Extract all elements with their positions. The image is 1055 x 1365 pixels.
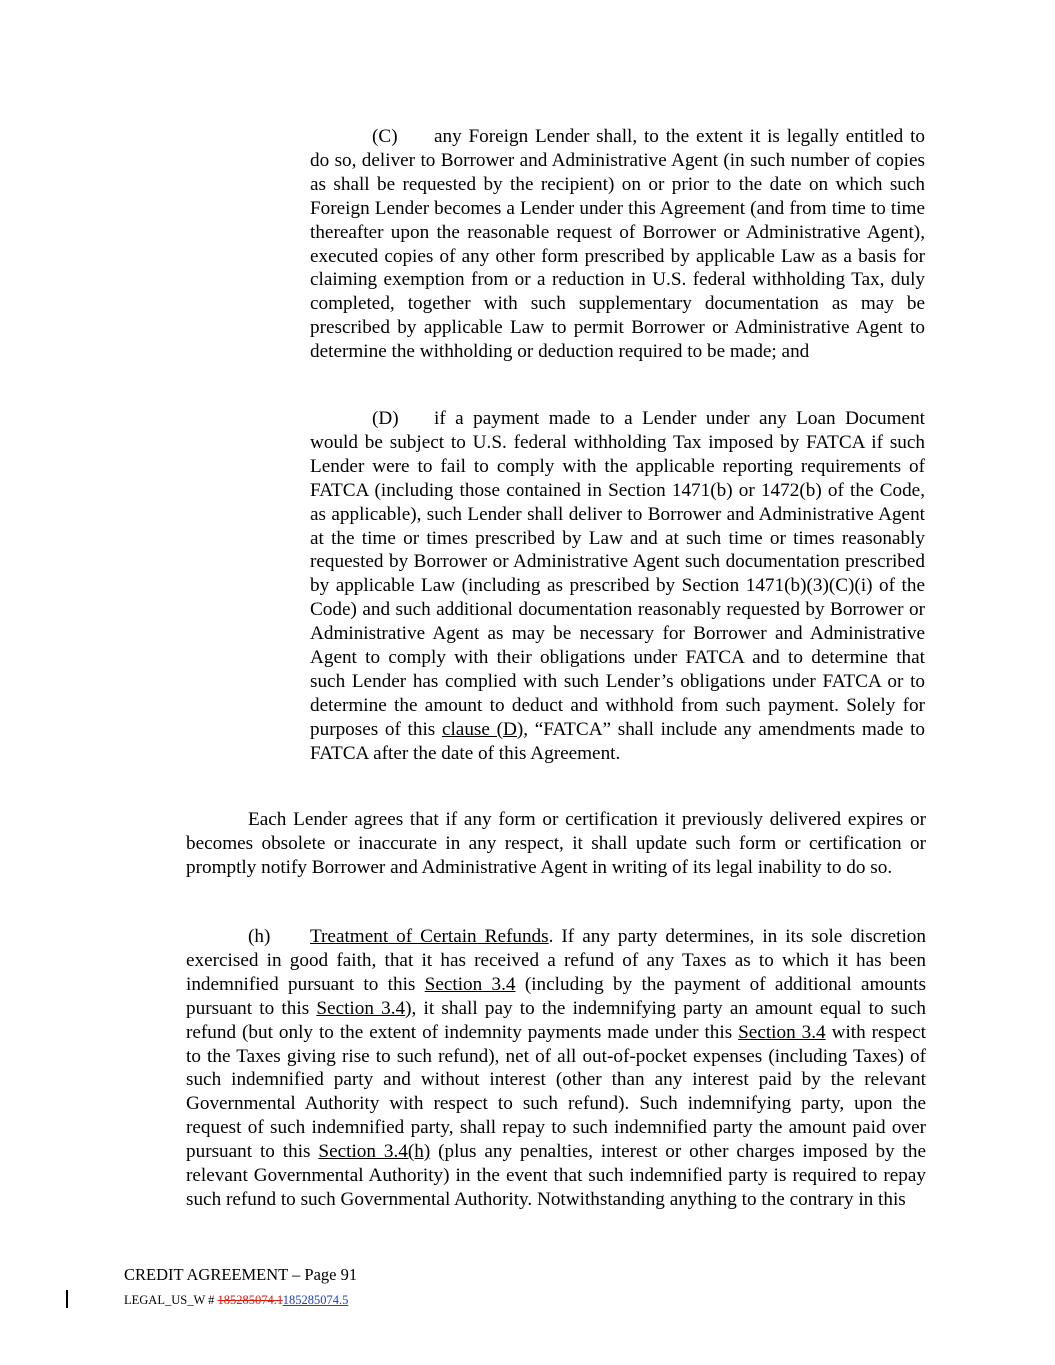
clause-h-heading: Treatment of Certain Refunds bbox=[310, 926, 549, 947]
clause-d-reference: clause (D) bbox=[441, 718, 524, 740]
each-lender-text: Each Lender agrees that if any form or certification it previously delivered expires or becomes obsolete or inaccurate in any respect, it shall update such form or certification or promptly notify Borrower and Administrative Agent in writing of its legal inability to do so. bbox=[186, 809, 926, 878]
section-reference-2: Section 3.4 bbox=[316, 997, 406, 1019]
clause-h-text-4: with respect to the Taxes giving rise to such refund), net of all out-of-pocket expenses (including Taxes) of such indemnified party and without interest (other than any interest paid by the relevant Governmental Authority with respect to such refund). Such indemnifying party, upon the request of such indemnified party, shall repay to such indemnified party the amount paid over pursuant to this bbox=[186, 1021, 926, 1163]
revision-change-bar bbox=[66, 1290, 68, 1308]
clause-c-text: any Foreign Lender shall, to the extent it is legally entitled to do so, deliver to Borrower and Administrative Agent (in such number of copies as shall be requested by the recipient) on or prior to the date on which such Foreign Lender becomes a Lender under this Agreement (and from time to time thereafter upon the reasonable request of Borrower or Administrative Agent), executed copies of any other form prescribed by applicable Law as a basis for claiming exemption from or a reduction in U.S. federal withholding Tax, duly completed, together with such supplementary documentation as may be prescribed by applicable Law to permit Borrower or Administrative Agent to determine the withholding or deduction required to be made; and bbox=[310, 126, 925, 363]
clause-h-text-2: (including by the payment of additional amounts pursuant to this bbox=[186, 973, 926, 1019]
section-reference-1: Section 3.4 bbox=[424, 973, 516, 995]
clause-d-text-1: if a payment made to a Lender under any Loan Document would be subject to U.S. federal withholding Tax imposed by FATCA if such Lender were to fail to comply with the applicable reporting requirements of FATCA (including those contained in Section 1471(b) or 1472(b) of the Code, as applicable), such Lender shall deliver to Borrower and Administrative Agent at the time or times prescribed by Law and at such time or times reasonably requested by Borrower or Administrative Agent such documentation prescribed by applicable Law (including as prescribed by Section 1471(b)(3)(C)(i) of the Code) and such additional documentation reasonably requested by Borrower or Administrative Agent as may be necessary for Borrower and Administrative Agent to comply with their obligations under FATCA and to determine that such Lender has complied with such Lender’s obligations under FATCA or to determine the amount to deduct and withhold from such payment. Solely for purposes of this bbox=[310, 408, 925, 740]
clause-d-text-2: , “FATCA” shall include any amendments made to FATCA after the date of this Agreement. bbox=[310, 718, 926, 764]
clause-c-paragraph bbox=[310, 125, 925, 364]
clause-d-label: (D) bbox=[372, 408, 399, 429]
clause-c-label: (C) bbox=[372, 126, 398, 147]
section-reference-4: Section 3.4(h) bbox=[318, 1141, 431, 1163]
clause-h-text-1: . If any party determines, in its sole discretion exercised in good faith, that it has received a refund of any Taxes as to which it has been indemnified pursuant to this bbox=[186, 926, 926, 995]
deleted-document-number: 185285074.1 bbox=[217, 1293, 283, 1307]
inserted-document-number: 185285074.5 bbox=[282, 1293, 349, 1307]
section-reference-3: Section 3.4 bbox=[738, 1021, 826, 1043]
clause-h-text-5: (plus any penalties, interest or other charges imposed by the relevant Governmental Authority) in the event that such indemnified party is required to repay such refund to such Governmental Authority. Notwithstanding anything to the contrary in this bbox=[186, 1141, 926, 1210]
footer-id-prefix: LEGAL_US_W # bbox=[124, 1293, 218, 1307]
footer-document-id bbox=[124, 1292, 348, 1308]
clause-h-paragraph bbox=[186, 925, 926, 1212]
clause-h-text-3: ), it shall pay to the indemnifying party an amount equal to such refund (but only to the extent of indemnity payments made under this bbox=[186, 997, 926, 1043]
clause-h-label: (h) bbox=[248, 926, 271, 947]
clause-d-paragraph bbox=[310, 407, 925, 766]
footer-page-title: CREDIT AGREEMENT – Page 91 bbox=[124, 1265, 358, 1284]
each-lender-paragraph bbox=[186, 808, 926, 880]
